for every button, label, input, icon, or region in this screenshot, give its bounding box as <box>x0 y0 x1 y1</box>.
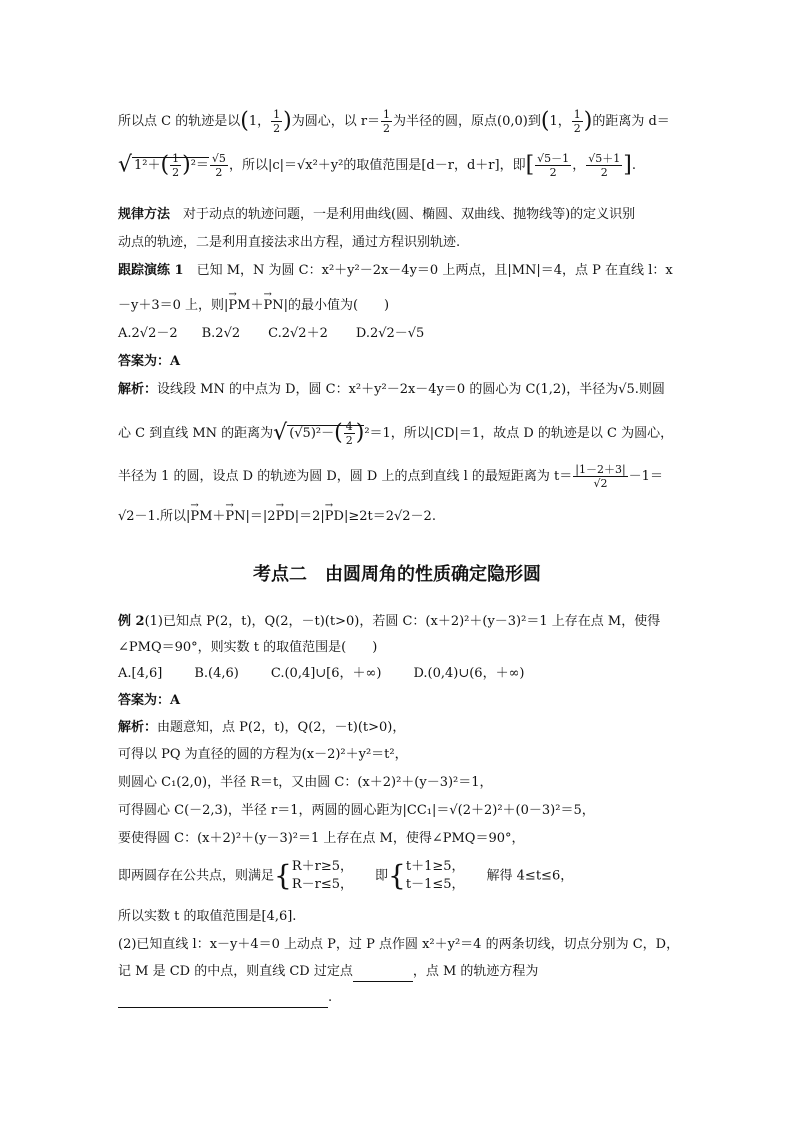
fraction: $\frac{1}{2}$ <box>573 108 581 135</box>
example-solution-5: 要使得圆 C：(x＋2)²＋(y－3)²＝1 上存在点 M，使得∠PMQ＝90°， <box>118 831 525 846</box>
option-a: A.2√2－2 <box>118 326 178 341</box>
answer-blank-1[interactable] <box>353 967 413 982</box>
example-solution-3: 则圆心 C₁(2,0)，半径 R＝t，又由圆 C：(x＋2)²＋(y－3)²＝1， <box>118 775 493 790</box>
option-a: A.[4,6] <box>118 666 163 681</box>
option-b: B.2√2 <box>201 326 241 341</box>
fraction: $\frac{1}{2}$ <box>383 108 391 135</box>
example-options <box>118 664 524 684</box>
sqrt-sign: √ <box>118 152 133 178</box>
text: 所以点 C 的轨迹是以 <box>118 114 241 129</box>
text: 的距离为 d＝ <box>592 114 670 129</box>
practice-solution-4: √2－1.所以|→ PM＋→ PN|＝|2→ PD|＝2|→ PD|≥2t＝2√2－2. <box>118 507 436 527</box>
example-solution-2: 可得以 PQ 为直径的圆的方程为(x－2)²＋y²＝t²， <box>118 747 408 762</box>
example-q2-line-1: (2)已知直线 l：x－y＋4＝0 上动点 P，过 P 点作圆 x²＋y²＝4 的两条切线，切点分别为 C，D， <box>118 937 680 952</box>
example-solution-6: 即两圆存在公共点，则满足{ R＋r≥5， R－r≤5， 即{ t＋1≥5， t－1≤5， 解得 4≤t≤6， <box>118 859 574 892</box>
fraction: $\frac{√5}{2}$ <box>211 152 226 179</box>
vector-pm: → PM <box>228 296 250 316</box>
text: 对于动点的轨迹问题，一是利用曲线(圆、椭圆、双曲线、抛物线等)的定义识别 <box>170 207 636 222</box>
text: 1， <box>248 114 271 129</box>
paren: ) <box>583 108 593 134</box>
text: ，所以|c|＝√x²＋y²的取值范围是[d－r，d＋r]，即 <box>228 158 526 173</box>
example-solution-4: 可得圆心 C(－2,3)，半径 r＝1，两圆的圆心距为|CC₁|＝√(2＋2)²＋(0－3)²＝5， <box>118 803 595 818</box>
paren: ( <box>540 108 550 134</box>
text: 为圆心，以 r＝ <box>291 114 381 129</box>
practice-label: 跟踪演练 1 <box>118 263 184 278</box>
example-q2-line-2: 记 M 是 CD 的中点，则直线 CD 过定点 ，点 M 的轨迹方程为 <box>118 962 538 982</box>
option-c: C.(0,4]∪[6，＋∞) <box>270 666 382 681</box>
paren: ) <box>283 108 292 134</box>
practice-line-2: －y＋3＝0 上，则|→ PM＋→ PN|的最小值为( ) <box>118 296 389 316</box>
option-d: D.(0,4)∪(6，＋∞) <box>413 666 525 681</box>
solution-line-1 <box>118 108 670 135</box>
fraction: $\frac{1}{2}$ <box>273 108 281 135</box>
section-title: 考点二 由圆周角的性质确定隐形圆 <box>253 564 541 585</box>
practice-options <box>118 324 424 344</box>
answer-blank-2[interactable] <box>118 993 328 1008</box>
text: 已知 M，N 为圆 C：x²＋y²－2x－4y＝0 上两点，且|MN|＝4，点 P 在直线 l：x <box>183 263 673 278</box>
example-solution-7: 所以实数 t 的取值范围是[4,6]. <box>118 909 297 924</box>
text: 动点的轨迹，二是利用直接法求出方程，通过方程识别轨迹. <box>118 235 461 250</box>
answer-line: 答案为：A <box>118 354 181 369</box>
option-c: C.2√2＋2 <box>268 326 328 341</box>
text: 1， <box>549 114 571 129</box>
example-line-2: ∠PMQ＝90°，则实数 t 的取值范围是( ) <box>118 640 378 655</box>
vector-pn: → PN <box>263 296 283 316</box>
practice-solution-1: 解析：设线段 MN 的中点为 D，圆 C：x²＋y²－2x－4y＝0 的圆心为 C(1,2)，半径为√5.则圆 <box>118 382 665 397</box>
solution-line-2: √ 1²＋( $\frac{1}{2}$ )²＝ $\frac{√5}{2}$ ，所以|c|＝√x²＋y²的取值范围是[d－r，d＋r]，即[ $\frac{√5-1}{2}$ ， $\frac{√5+1}{2}$ ]. <box>118 152 636 179</box>
practice-solution-3: 半径为 1 的圆，设点 D 的轨迹为圆 D，圆 D 上的点到直线 l 的最短距离为 t＝ $\frac{|1-2+3|}{√2}$ －1＝ <box>118 463 663 490</box>
method-label: 规律方法 <box>118 207 171 222</box>
sqrt-body: 1²＋( $\frac{1}{2}$ )²＝ <box>134 152 209 179</box>
example-solution-1: 解析：由题意知，点 P(2，t)，Q(2，－t)(t>0)， <box>118 720 406 735</box>
practice-solution-2: 心 C 到直线 MN 的距离为√ (√5)²－( $\frac{4}{2}$ )²＝1，所以|CD|＝1，故点 D 的轨迹是以 C 为圆心， <box>118 420 674 447</box>
example-q2-line-3: . <box>118 988 332 1008</box>
option-b: B.(4,6) <box>194 666 239 681</box>
practice-line-1 <box>118 261 673 281</box>
method-line-2 <box>118 233 460 253</box>
example-line-1: 例 2(1)已知点 P(2，t)，Q(2，－t)(t>0)，若圆 C：(x＋2)²＋(y－3)²＝1 上存在点 M，使得 <box>118 614 661 629</box>
text: 为半径的圆，原点(0,0)到 <box>393 114 541 129</box>
option-d: D.2√2－√5 <box>355 326 425 341</box>
paren: ( <box>240 108 249 134</box>
example-answer: 答案为：A <box>118 693 181 708</box>
method-line-1 <box>118 205 635 225</box>
